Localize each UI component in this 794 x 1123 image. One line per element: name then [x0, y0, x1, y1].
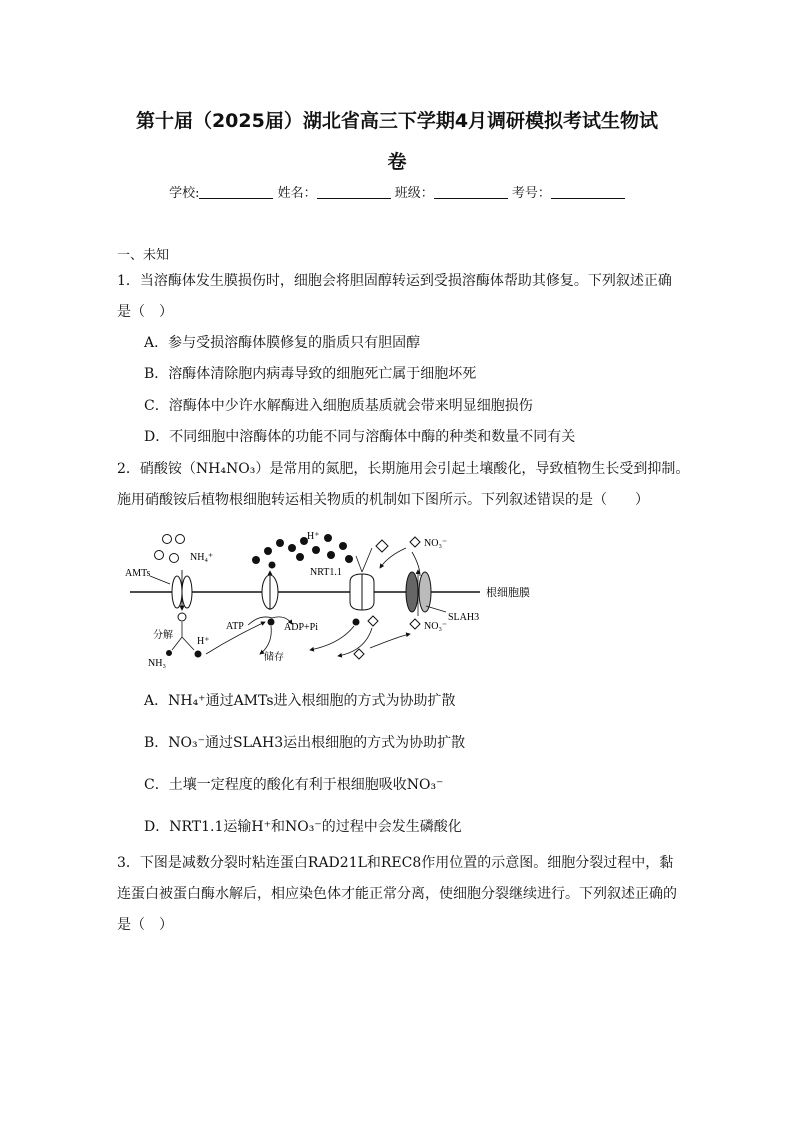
amts-label: AMTs — [125, 568, 151, 579]
id-field[interactable] — [551, 185, 625, 199]
exam-title-line2: 卷 — [387, 151, 407, 173]
storage-label: 储存 — [264, 652, 284, 663]
hplus-bottom-label: H⁺ — [197, 636, 210, 647]
school-label: 学校: — [169, 186, 200, 201]
hplus-particles — [252, 534, 353, 569]
q1-option-c: C．溶酶体中少许水解酶进入细胞质基质就会带来明显细胞损伤 — [144, 398, 533, 414]
q2-option-b: B．NO₃⁻通过SLAH3运出根细胞的方式为协助扩散 — [144, 735, 466, 751]
nh4-label: NH₄⁺ — [190, 552, 214, 563]
q1-option-d: D．不同细胞中溶酶体的功能不同与溶酶体中酶的种类和数量不同有关 — [144, 429, 576, 445]
q1-option-a: A．参与受损溶酶体膜修复的脂质只有胆固醇 — [144, 335, 421, 351]
name-label: 姓名： — [277, 186, 317, 201]
nh3-label: NH₃ — [148, 658, 166, 669]
slah3-label: SLAH3 — [448, 612, 480, 623]
q3-stem-line2: 连蛋白被蛋白酶水解后，相应染色体才能正常分离，使细胞分裂继续进行。下列叙述正确的 — [117, 886, 677, 902]
q3-stem-line3: 是（ ） — [117, 917, 173, 933]
student-info-row — [0, 182, 794, 201]
exam-title-line1: 第十届（2025届）湖北省高三下学期4月调研模拟考试生物试 — [135, 110, 659, 132]
q2-option-c: C．土壤一定程度的酸化有利于根细胞吸收NO₃⁻ — [144, 777, 444, 793]
decompose-label: 分解 — [153, 630, 173, 641]
class-field[interactable] — [434, 185, 508, 199]
q2-stem-line2: 施用硝酸铵后植物根细胞转运相关物质的机制如下图所示。下列叙述错误的是（ ） — [117, 492, 649, 508]
name-field[interactable] — [317, 185, 391, 199]
atp-label: ATP — [226, 621, 244, 632]
nrt-transporter — [350, 574, 374, 610]
id-label: 考号： — [511, 186, 551, 201]
membrane-label: 根细胞膜 — [486, 587, 530, 599]
q1-option-b: B．溶酶体清除胞内病毒导致的细胞死亡属于细胞坏死 — [144, 366, 477, 382]
no3-diamond-top — [376, 540, 388, 552]
q2-option-a: A．NH₄⁺通过AMTs进入根细胞的方式为协助扩散 — [144, 693, 456, 709]
section-heading: 一、未知 — [117, 248, 170, 263]
hplus-top-label: H⁺ — [307, 531, 320, 542]
no3-bottom-label: NO₃⁻ — [424, 621, 448, 632]
nh4-inside — [178, 613, 186, 621]
nh4-particles — [155, 535, 185, 563]
school-field[interactable] — [199, 185, 273, 199]
q1-stem-line2: 是（ ） — [117, 304, 173, 320]
q2-option-d: D．NRT1.1运输H⁺和NO₃⁻的过程中会发生磷酸化 — [144, 819, 462, 835]
nrt-label: NRT1.1 — [310, 567, 342, 578]
q2-stem-line1: 2．硝酸铵（NH₄NO₃）是常用的氮肥，长期施用会引起土壤酸化，导致植物生长受到抑制。 — [117, 461, 690, 477]
adp-label: ADP+Pi — [284, 622, 318, 633]
q3-stem-line1: 3．下图是减数分裂时粘连蛋白RAD21L和REC8作用位置的示意图。细胞分裂过程中，黏 — [117, 855, 674, 871]
q1-stem-line1: 1．当溶酶体发生膜损伤时，细胞会将胆固醇转运到受损溶酶体帮助其修复。下列叙述正确 — [117, 273, 672, 289]
no3-top-label: NO₃⁻ — [424, 538, 448, 549]
transport-diagram — [120, 526, 580, 676]
class-label: 班级： — [394, 186, 434, 201]
